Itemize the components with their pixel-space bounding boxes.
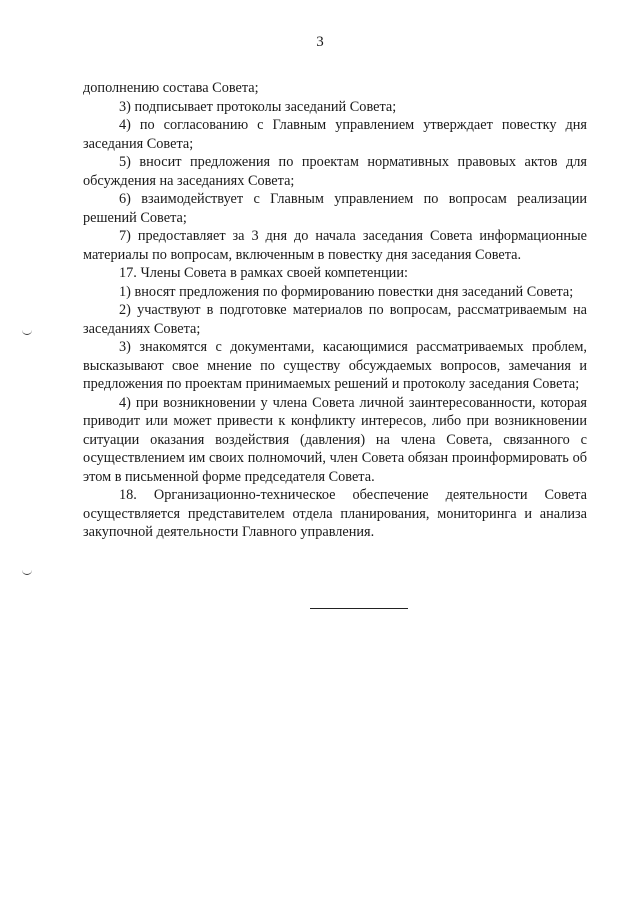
paragraph-item-5: 5) вносит предложения по проектам нормативных правовых актов для обсуждения на заседаниях Совета;: [83, 154, 587, 189]
binding-hole-mark: [22, 330, 32, 335]
paragraph-member-item-4: 4) при возникновении у члена Совета личной заинтересованности, которая приводит или может привести к конфликту интересов, либо при возникновении ситуации оказания воздействия (давления) на члена Совета, связанного с осуществлением им своих полномочий, член Совета обязан проинформировать об этом в письменной форме председателя Совета.: [83, 394, 587, 485]
paragraph-item-6: 6) взаимодействует с Главным управлением по вопросам реализации решений Совета;: [83, 191, 587, 226]
paragraph-member-item-3: 3) знакомятся с документами, касающимися рассматриваемых проблем, высказывают свое мнение по существу обсуждаемых вопросов, замечания и предложения по проектам принимаемых решений и протоколу заседания Совета;: [83, 339, 587, 392]
paragraph-member-item-2: 2) участвуют в подготовке материалов по вопросам, рассматриваемым на заседаниях Совета;: [83, 302, 587, 337]
paragraph-item-7: 7) предоставляет за 3 дня до начала заседания Совета информационные материалы по вопросам, включенным в повестку дня заседания Совета.: [83, 228, 587, 263]
paragraph-item-4: 4) по согласованию с Главным управлением утверждает повестку дня заседания Совета;: [83, 117, 587, 152]
paragraph-section-17: 17. Члены Совета в рамках своей компетенции:: [119, 265, 408, 281]
page-number: 3: [316, 34, 324, 50]
document-body: [83, 79, 587, 542]
binding-hole-mark: [22, 570, 32, 575]
paragraph-continuation: дополнению состава Совета;: [83, 80, 259, 96]
paragraph-member-item-1: 1) вносят предложения по формированию повестки дня заседаний Совета;: [119, 283, 574, 300]
paragraph-section-18: 18. Организационно-техническое обеспечение деятельности Совета осуществляется представителем отдела планирования, мониторинга и анализа закупочной деятельности Главного управления.: [83, 487, 587, 540]
end-separator-line: [310, 608, 408, 609]
paragraph-item-3: 3) подписывает протоколы заседаний Совета;: [119, 98, 397, 115]
